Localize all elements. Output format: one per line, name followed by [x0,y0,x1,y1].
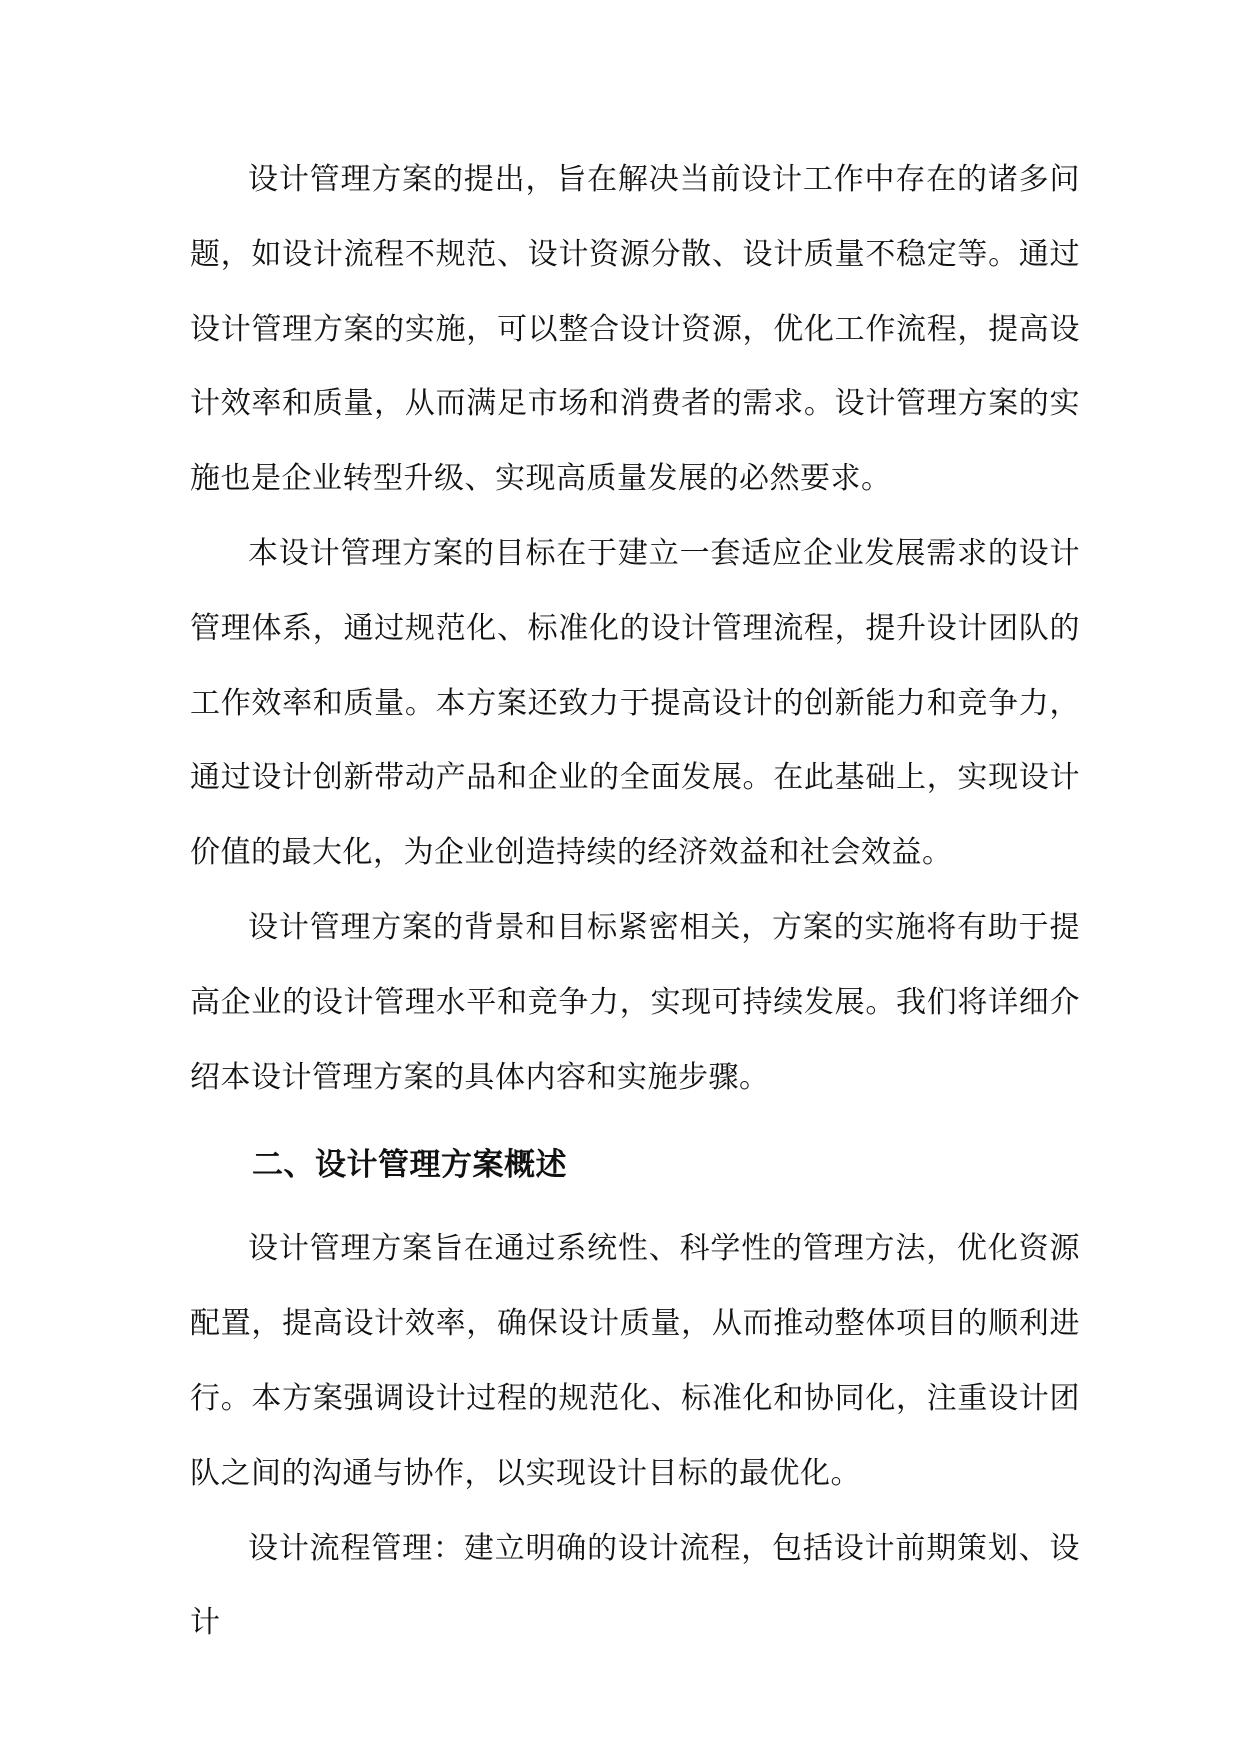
paragraph-process-management: 设计流程管理：建立明确的设计流程，包括设计前期策划、设计 [190,1530,1080,1641]
paragraph-background-intro: 设计管理方案的提出，旨在解决当前设计工作中存在的诸多问题，如设计流程不规范、设计资源分散、设计质量不稳定等。通过设计管理方案的实施，可以整合设计资源，优化工作流程，提高设计效率和质量，从而满足市场和消费者的需求。设计管理方案的实施也是企业转型升级、实现高质量发展的必然要求。 [190,162,1080,497]
section-heading-overview: 二、设计管理方案概述 [252,1147,567,1184]
document-page [190,143,1080,1661]
paragraph-goals: 本设计管理方案的目标在于建立一套适应企业发展需求的设计管理体系，通过规范化、标准化的设计管理流程，提升设计团队的工作效率和质量。本方案还致力于提高设计的创新能力和竞争力，通过设计创新带动产品和企业的全面发展。在此基础上，实现设计价值的最大化，为企业创造持续的经济效益和社会效益。 [190,535,1080,871]
paragraph-overview: 设计管理方案旨在通过系统性、科学性的管理方法，优化资源配置，提高设计效率，确保设计质量，从而推动整体项目的顺利进行。本方案强调设计过程的规范化、标准化和协同化，注重设计团队之间的沟通与协作，以实现设计目标的最优化。 [190,1231,1080,1491]
paragraph-background-summary: 设计管理方案的背景和目标紧密相关，方案的实施将有助于提高企业的设计管理水平和竞争力，实现可持续发展。我们将详细介绍本设计管理方案的具体内容和实施步骤。 [190,909,1080,1095]
